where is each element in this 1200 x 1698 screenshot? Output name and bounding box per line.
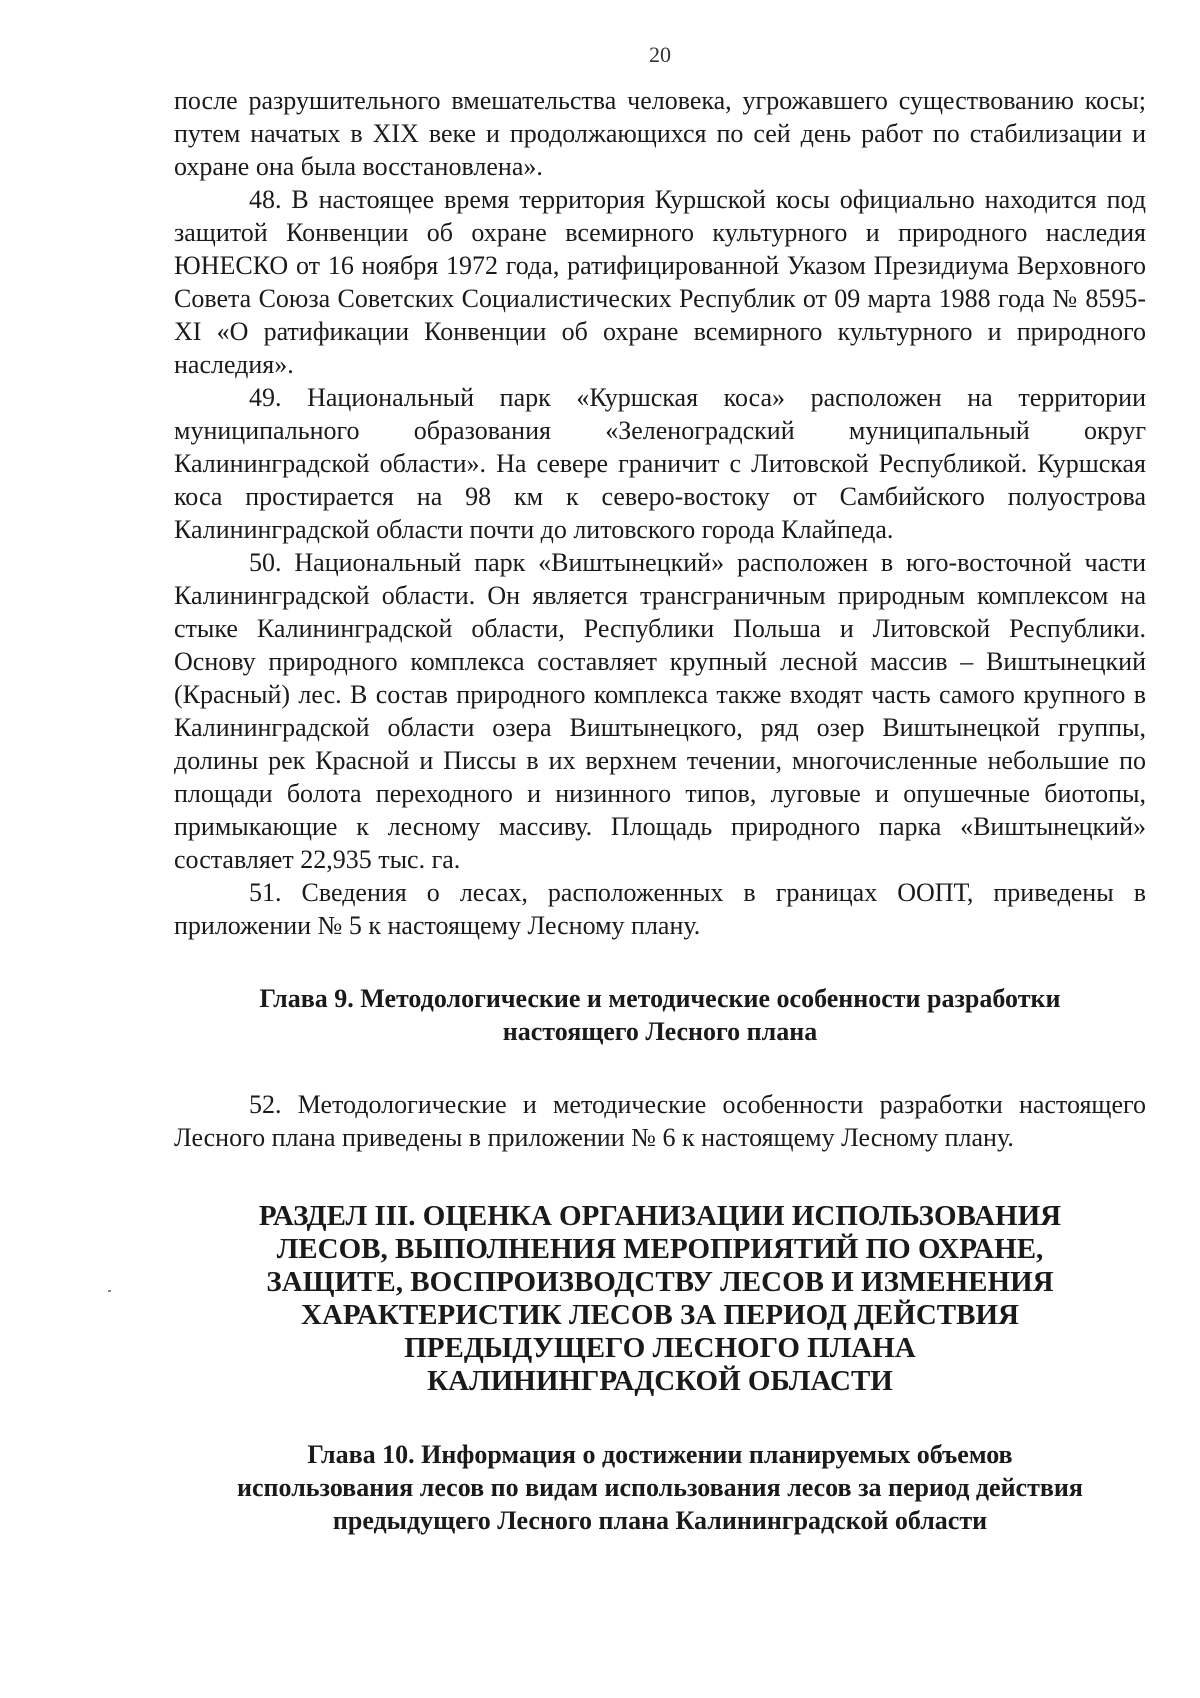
paragraph-52: 52. Методологические и методические особенности разработки настоящего Лесного плана приведены в приложении № 6 к настоящему Лесному плану. [174,1090,1146,1152]
chapter-9-heading-line: Глава 9. Методологические и методические особенности разработки [259,984,1061,1013]
chapter-9-heading [194,982,1126,1048]
paragraph-48: 48. В настоящее время территория Куршской косы официально находится под защитой Конвенции об охране всемирного культурного и природного наследия ЮНЕСКО от 16 ноября 1972 года, ратифицированной Указом Президиума Верховного Совета Союза Советских Социалистических Республик от 09 марта 1988 года № 8595-XI «О ратификации Конвенции об охране всемирного культурного и природного наследия». [174,185,1146,379]
paragraph-51: 51. Сведения о лесах, расположенных в границах ООПТ, приведены в приложении № 5 к настоящему Лесному плану. [174,878,1146,940]
chapter-10-heading [194,1438,1126,1537]
scan-artifact [108,1290,111,1292]
page-number: 20 [649,42,671,67]
section-3-heading-line: ПРЕДЫДУЩЕГО ЛЕСНОГО ПЛАНА [404,1332,916,1364]
paragraph-49: 49. Национальный парк «Куршская коса» расположен на территории муниципального образования «Зеленоградский муниципальный округ Калининградской области». На севере граничит с Литовской Республикой. Куршская коса простирается на 98 км к северо-востоку от Самбийского полуострова Калининградской области почти до литовского города Клайпеда. [174,383,1146,544]
chapter-9-heading-line: настоящего Лесного плана [502,1017,818,1046]
section-3-heading-line: РАЗДЕЛ III. ОЦЕНКА ОРГАНИЗАЦИИ ИСПОЛЬЗОВАНИЯ [258,1200,1062,1232]
chapter-10-heading-line: Глава 10. Информация о достижении планируемых объемов [307,1440,1013,1469]
paragraph-continuation: после разрушительного вмешательства человека, угрожавшего существованию косы; путем начатых в XIX веке и продолжающихся по сей день работ по стабилизации и охране она была восстановлена». [174,86,1146,181]
section-3-heading [234,1200,1086,1398]
document-page [174,40,1146,1577]
section-3-heading-line: ЗАЩИТЕ, ВОСПРОИЗВОДСТВУ ЛЕСОВ И ИЗМЕНЕНИЯ [266,1266,1054,1298]
section-3-heading-line: КАЛИНИНГРАДСКОЙ ОБЛАСТИ [427,1365,893,1397]
chapter-10-heading-line: предыдущего Лесного плана Калининградской области [332,1506,988,1535]
section-3-heading-line: ХАРАКТЕРИСТИК ЛЕСОВ ЗА ПЕРИОД ДЕЙСТВИЯ [301,1299,1019,1331]
chapter-10-heading-line: использования лесов по видам использования лесов за период действия [237,1473,1083,1502]
section-3-heading-line: ЛЕСОВ, ВЫПОЛНЕНИЯ МЕРОПРИЯТИЙ ПО ОХРАНЕ, [276,1233,1044,1265]
paragraph-50: 50. Национальный парк «Виштынецкий» расположен в юго-восточной части Калининградской области. Он является трансграничным природным комплексом на стыке Калининградской области, Республики Польша и Литовской Республики. Основу природного комплекса составляет крупный лесной массив – Виштынецкий (Красный) лес. В состав природного комплекса также входят часть самого крупного в Калининградской области озера Виштынецкого, ряд озер Виштынецкой группы, долины рек Красной и Писсы в их верхнем течении, многочисленные небольшие по площади болота переходного и низинного типов, луговые и опушечные биотопы, примыкающие к лесному массиву. Площадь природного парка «Виштынецкий» составляет 22,935 тыс. га. [174,548,1146,874]
